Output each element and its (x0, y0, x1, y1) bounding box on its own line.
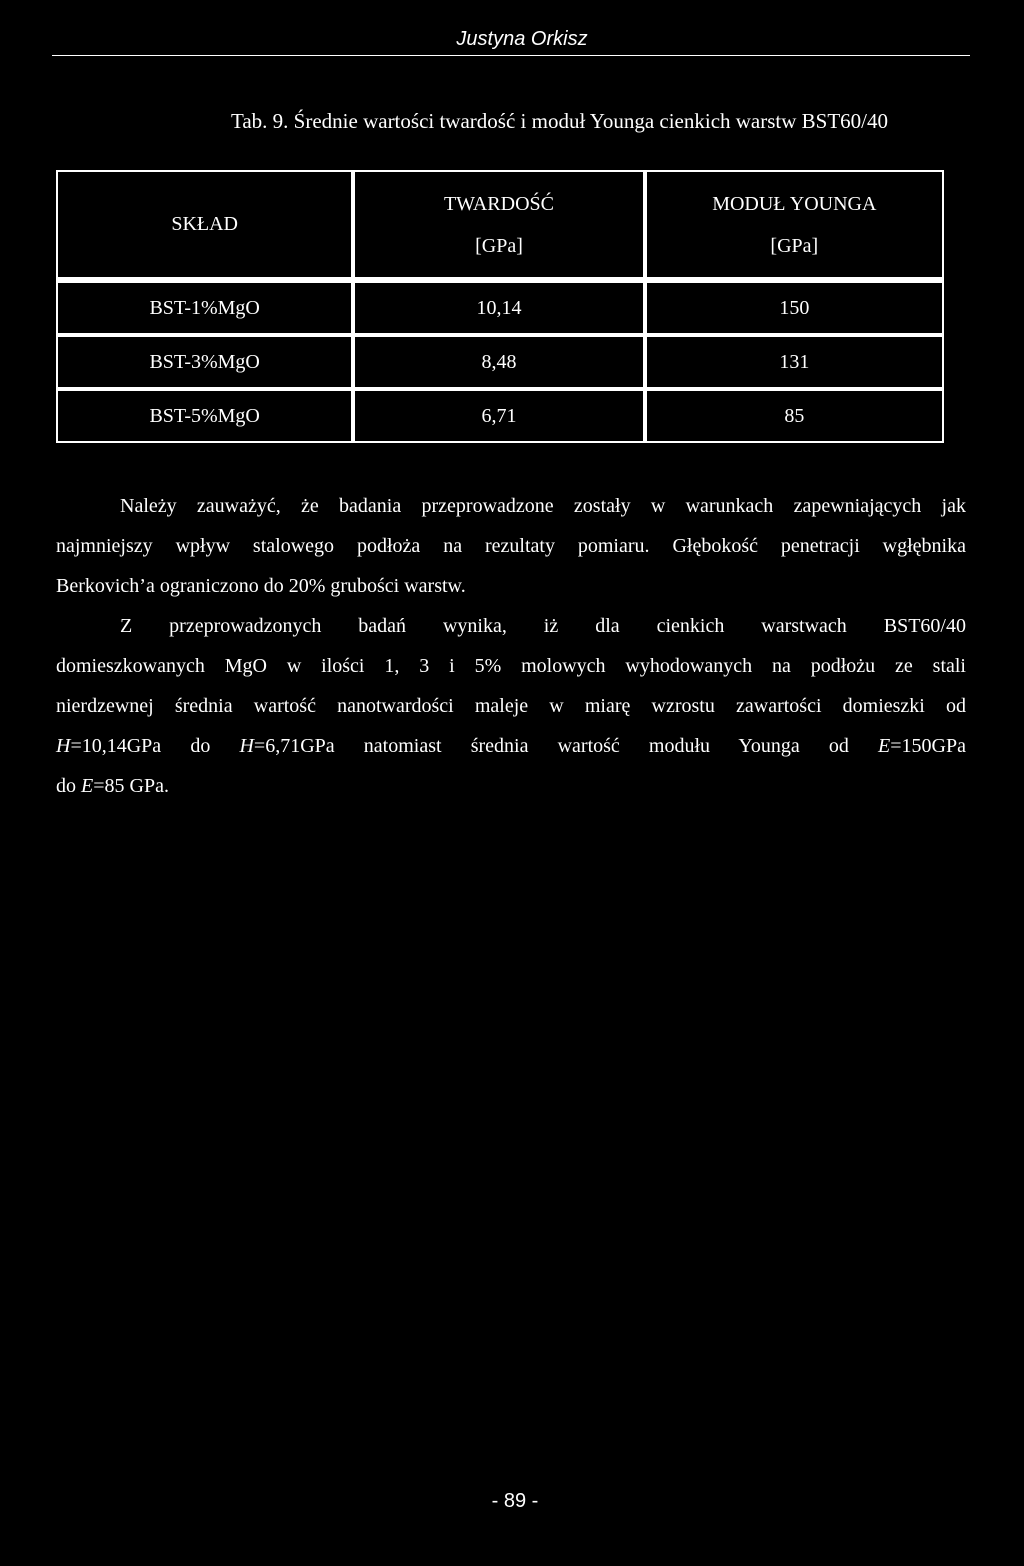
table-row (56, 389, 944, 443)
cell-modul: 85 (645, 389, 944, 443)
cell-modul: 150 (645, 279, 944, 335)
cell-modul: 131 (645, 335, 944, 389)
cell-sklad: BST-3%MgO (56, 335, 353, 389)
modulus-value-start: =150GPa (890, 735, 966, 757)
running-header-author: Justyna Orkisz (456, 28, 588, 50)
cell-sklad: BST-5%MgO (56, 389, 353, 443)
header-twardosc (353, 170, 644, 279)
header-twardosc-unit: [GPa] (475, 234, 523, 257)
hardness-value-start: =10,14GPa do (70, 735, 240, 757)
hardness-value-end: =6,71GPa natomiast średnia wartość modułu Younga od (253, 735, 879, 757)
line-prefix: do (56, 775, 81, 797)
table-row (56, 279, 944, 335)
results-table (56, 170, 944, 443)
symbol-hardness: H (56, 735, 71, 757)
cell-twardosc: 10,14 (353, 279, 644, 335)
header-divider (52, 55, 970, 56)
paragraph-line (56, 766, 966, 806)
paragraph-line: najmniejszy wpływ stalowego podłoża na rezultaty pomiaru. Głębokość penetracji wgłębnika (56, 535, 966, 557)
paragraph-line: domieszkowanych MgO w ilości 1, 3 i 5% molowych wyhodowanych na podłożu ze stali (56, 655, 966, 677)
symbol-hardness: H (239, 735, 254, 757)
symbol-modulus: E (81, 775, 94, 797)
cell-twardosc: 6,71 (353, 389, 644, 443)
paragraph-line: nierdzewnej średnia wartość nanotwardości maleje w miarę wzrostu zawartości domieszki od (56, 695, 966, 717)
page-number: - 89 - (491, 1490, 539, 1512)
table-header-row (56, 170, 944, 279)
header-sklad (56, 170, 353, 279)
header-modul-unit: [GPa] (770, 234, 819, 257)
cell-sklad: BST-1%MgO (56, 279, 353, 335)
table-row (56, 335, 944, 389)
table-caption: Tab. 9. Średnie wartości twardość i moduł Younga cienkich warstw BST60/40 (231, 109, 889, 133)
header-modul (645, 170, 944, 279)
modulus-value-end: =85 GPa. (93, 775, 169, 797)
header-modul-label: MODUŁ YOUNGA (712, 192, 877, 215)
paragraph-line: Z przeprowadzonych badań wynika, iż dla cienkich warstwach BST60/40 (120, 615, 966, 637)
paragraph-conclusions (56, 606, 966, 806)
header-twardosc-label: TWARDOŚĆ (443, 192, 554, 215)
header-sklad-label: SKŁAD (171, 213, 238, 235)
paragraph-line (56, 726, 966, 766)
cell-twardosc: 8,48 (353, 335, 644, 389)
paragraph-line: Berkovich’a ograniczono do 20% grubości warstw. (56, 575, 466, 597)
symbol-modulus: E (878, 735, 891, 757)
paragraph-measurement-conditions (56, 486, 966, 606)
paragraph-line: Należy zauważyć, że badania przeprowadzone zostały w warunkach zapewniających jak (120, 495, 966, 517)
